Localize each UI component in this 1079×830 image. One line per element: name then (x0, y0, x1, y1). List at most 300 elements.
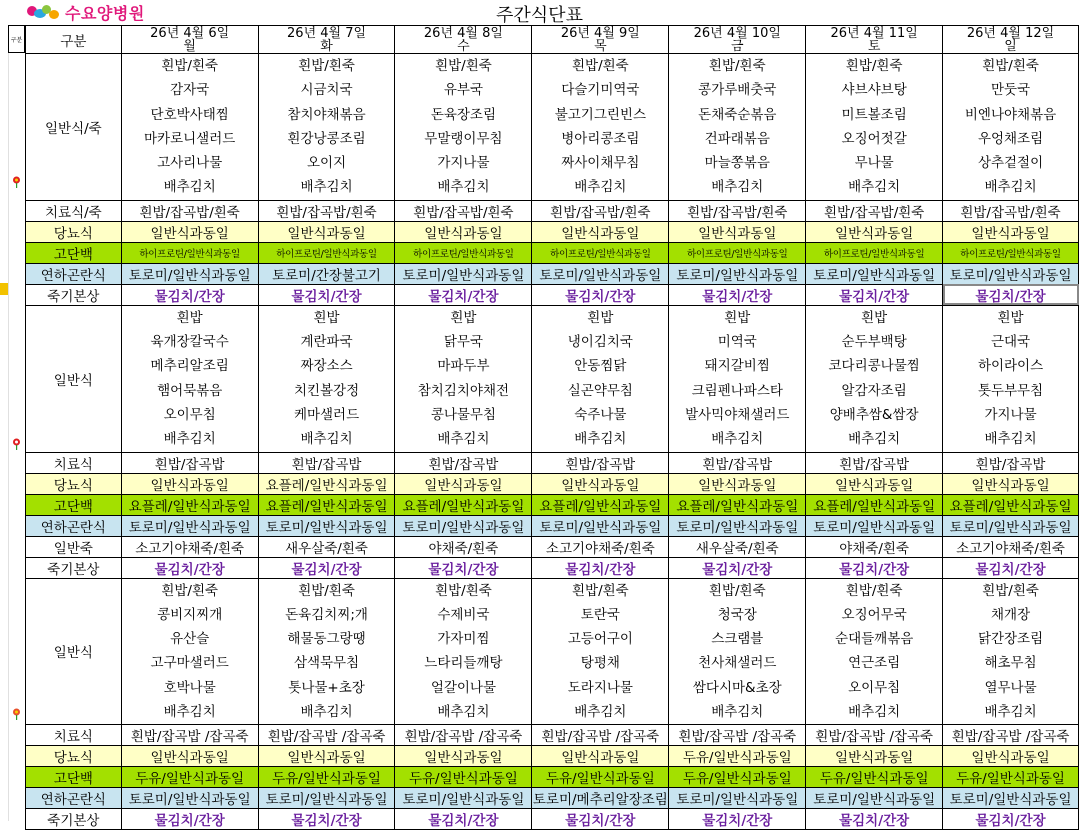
diet-cell[interactable]: 토로미/일반식과동일 (669, 263, 806, 284)
menu-item: 메추리알조림 (150, 358, 229, 375)
menu-item: 유부국 (443, 82, 483, 99)
menu-item: 배추김치 (984, 179, 1037, 196)
menu-item: 해초무침 (984, 655, 1037, 672)
diet-cell[interactable]: 두유/일반식과동일 (258, 767, 395, 788)
diet-cell[interactable]: 일반식과동일 (943, 473, 1079, 494)
diet-label: 당뇨식 (26, 221, 122, 242)
diet-cell[interactable]: 토로미/간장불고기 (258, 263, 395, 284)
diet-cell[interactable]: 요플레/일반식과동일 (806, 494, 943, 515)
diet-cell[interactable]: 하이프로틴/일반식과동일 (395, 242, 532, 263)
menu-item: 우엉채조림 (977, 130, 1044, 147)
menu-item: 병아리콩조림 (561, 130, 640, 147)
diet-cell[interactable]: 흰밥/잡곡밥/흰죽 (532, 200, 669, 221)
day-weekday: 금 (731, 39, 744, 54)
diet-cell[interactable]: 요플레/일반식과동일 (395, 494, 532, 515)
diet-cell[interactable]: 두유/일반식과동일 (395, 767, 532, 788)
menu-item: 흰밥/흰죽 (982, 58, 1039, 74)
day-weekday: 목 (594, 39, 607, 54)
menu-item: 불고기그린빈스 (554, 106, 646, 123)
menu-item: 배추김치 (437, 179, 490, 196)
menu-item: 배추김치 (437, 431, 490, 448)
menu-item: 배추김치 (574, 704, 627, 721)
meal-category-label: 일반식/죽 (26, 54, 122, 201)
diet-cell[interactable]: 하이프로틴/일반식과동일 (806, 242, 943, 263)
menu-item: 흰밥 (587, 309, 614, 326)
menu-item: 건파래볶음 (704, 130, 770, 147)
menu-item: 다슬기미역국 (561, 82, 640, 99)
menu-item: 오징어무국 (841, 606, 907, 623)
diet-row (26, 515, 1079, 536)
diet-cell[interactable]: 흰밥/잡곡밥 /잡곡죽 (395, 725, 532, 746)
menu-item: 알감자조림 (841, 382, 907, 399)
menu-item: 청국장 (717, 606, 757, 623)
hospital-name: 수요양병원 (65, 3, 145, 23)
menu-item: 배추김치 (300, 179, 353, 196)
diet-cell[interactable]: 흰밥/잡곡밥/흰죽 (121, 200, 258, 221)
day-header[interactable] (532, 26, 669, 54)
diet-cell[interactable]: 두유/일반식과동일 (943, 767, 1079, 788)
diet-cell[interactable]: 하이프로틴/일반식과동일 (669, 242, 806, 263)
day-weekday: 토 (867, 39, 881, 54)
day-weekday: 화 (320, 39, 333, 54)
menu-item: 샤브샤브탕 (841, 82, 907, 99)
menu-item: 흰밥/흰죽 (982, 582, 1039, 599)
diet-cell[interactable]: 일반식과동일 (395, 473, 532, 494)
diet-cell[interactable]: 흰밥/잡곡밥/흰죽 (669, 200, 806, 221)
menu-item: 크림펜나파스타 (691, 382, 783, 399)
diet-cell[interactable]: 일반식과동일 (395, 746, 532, 767)
menu-item: 배추김치 (163, 179, 216, 196)
menu-item: 가자미찜 (437, 631, 490, 648)
diet-cell[interactable]: 물김치/간장 (806, 284, 943, 305)
flower-icon (11, 173, 22, 186)
menu-item: 근대국 (990, 334, 1031, 351)
menu-item: 무나물 (854, 155, 894, 172)
diet-cell[interactable]: 새우살죽/흰죽 (669, 536, 806, 557)
menu-cell[interactable] (532, 578, 669, 725)
menu-item: 흰밥/흰죽 (845, 582, 903, 599)
menu-item: 흰밥 (997, 309, 1024, 326)
menu-item: 흰밥/흰죽 (435, 58, 492, 74)
menu-item: 단호박사태찜 (150, 106, 229, 123)
diet-cell[interactable]: 토로미/일반식과동일 (669, 515, 806, 536)
menu-item: 감자국 (170, 82, 210, 99)
diet-cell[interactable]: 흰밥/잡곡밥 /잡곡죽 (943, 725, 1079, 746)
diet-cell[interactable]: 요플레/일반식과동일 (532, 494, 669, 515)
diet-cell[interactable]: 물김치/간장 (258, 809, 395, 830)
menu-item: 양배추쌈&쌈장 (829, 406, 919, 423)
menu-item: 콩가루배춧국 (698, 82, 777, 99)
menu-item: 배추김치 (163, 431, 216, 448)
menu-cell[interactable] (532, 54, 669, 201)
menu-cell[interactable] (258, 305, 395, 452)
menu-item: 고구마샐러드 (150, 655, 229, 672)
diet-cell[interactable]: 일반식과동일 (258, 746, 395, 767)
day-header[interactable] (258, 26, 395, 54)
menu-item: 호박나물 (163, 679, 216, 696)
diet-cell[interactable]: 두유/일반식과동일 (532, 767, 669, 788)
day-weekday: 수 (457, 39, 470, 54)
diet-cell[interactable]: 하이프로틴/일반식과동일 (258, 242, 395, 263)
diet-cell[interactable]: 물김치/간장 (258, 557, 395, 578)
day-header[interactable] (395, 26, 532, 54)
menu-item: 배추김치 (574, 431, 627, 448)
diet-cell[interactable]: 토로미/일반식과동일 (943, 515, 1079, 536)
menu-item: 케마샐러드 (293, 406, 360, 423)
diet-cell[interactable]: 물김치/간장 (532, 284, 669, 305)
diet-cell[interactable]: 하이프로틴/일반식과동일 (121, 242, 258, 263)
diet-row (26, 200, 1079, 221)
diet-cell[interactable]: 일반식과동일 (669, 473, 806, 494)
menu-item: 흰밥 (450, 309, 477, 326)
spreadsheet-area (0, 25, 1079, 830)
menu-item: 흰밥/흰죽 (435, 582, 492, 599)
diet-label: 연하곤란식 (26, 263, 122, 284)
diet-cell[interactable]: 토로미/일반식과동일 (943, 263, 1079, 284)
menu-item: 흰밥 (176, 309, 203, 326)
diet-label: 당뇨식 (26, 746, 122, 767)
menu-item: 배추김치 (848, 179, 901, 196)
diet-cell[interactable]: 흰밥/잡곡밥/흰죽 (806, 200, 943, 221)
menu-item: 배추김치 (711, 704, 764, 721)
menu-cell[interactable] (121, 578, 258, 725)
menu-item: 고등어구이 (567, 631, 633, 648)
diet-cell[interactable]: 물김치/간장 (121, 284, 258, 305)
diet-cell[interactable]: 흰밥/잡곡밥 /잡곡죽 (669, 725, 806, 746)
menu-cell[interactable] (806, 578, 943, 725)
diet-cell[interactable]: 흰밥/잡곡밥 (121, 452, 258, 473)
menu-item: 치킨볼강정 (293, 382, 360, 399)
menu-cell[interactable] (943, 54, 1079, 201)
diet-cell[interactable]: 일반식과동일 (943, 746, 1079, 767)
day-date: 26년 4월 12일 (966, 26, 1055, 41)
menu-item: 도라지나물 (567, 679, 633, 696)
diet-cell[interactable]: 토로미/일반식과동일 (121, 263, 258, 284)
menu-item: 발사믹야채샐러드 (685, 406, 790, 423)
diet-cell[interactable]: 흰밥/잡곡밥/흰죽 (258, 200, 395, 221)
diet-cell[interactable]: 토로미/일반식과동일 (395, 515, 532, 536)
diet-label: 죽기본상 (26, 557, 122, 578)
day-date: 26년 4월 8일 (423, 26, 503, 41)
diet-cell[interactable]: 흰밥/잡곡밥 (806, 452, 943, 473)
menu-item: 배추김치 (711, 179, 764, 196)
menu-item: 만둣국 (990, 82, 1031, 99)
diet-cell[interactable]: 흰밥/잡곡밥/흰죽 (943, 200, 1079, 221)
diet-cell[interactable]: 물김치/간장 (669, 284, 806, 305)
menu-item: 흰밥/흰죽 (161, 582, 219, 599)
menu-item: 흰밥/흰죽 (708, 582, 766, 599)
diet-label: 고단백 (26, 242, 122, 263)
diet-cell[interactable]: 흰밥/잡곡밥 (395, 452, 532, 473)
diet-cell[interactable]: 일반식과동일 (121, 473, 258, 494)
menu-item: 탕평채 (580, 655, 620, 672)
menu-item: 흰밥 (861, 309, 888, 326)
menu-item: 수제비국 (437, 606, 490, 623)
diet-cell[interactable]: 일반식과동일 (669, 221, 806, 242)
diet-row (26, 221, 1079, 242)
menu-item: 느타리들깨탕 (424, 655, 503, 672)
meal-main-row (26, 54, 1079, 201)
diet-cell[interactable]: 두유/일반식과동일 (669, 767, 806, 788)
diet-cell[interactable]: 물김치/간장 (806, 557, 943, 578)
meal-main-row (26, 305, 1079, 452)
day-date: 26년 4월 9일 (560, 26, 640, 41)
diet-row (26, 557, 1079, 578)
diet-cell[interactable]: 물김치/간장 (943, 809, 1079, 830)
menu-item: 토란국 (580, 606, 620, 623)
diet-cell[interactable]: 물김치/간장 (258, 284, 395, 305)
diet-cell[interactable]: 일반식과동일 (532, 746, 669, 767)
day-date: 26년 4월 7일 (287, 26, 367, 41)
diet-cell[interactable]: 요플레/일반식과동일 (943, 494, 1079, 515)
diet-cell[interactable]: 토로미/일반식과동일 (806, 263, 943, 284)
diet-cell[interactable]: 토로미/일반식과동일 (258, 788, 395, 809)
diet-cell[interactable]: 요플레/일반식과동일 (121, 494, 258, 515)
header-row (26, 26, 1079, 54)
diet-cell[interactable]: 소고기야채죽/흰죽 (532, 536, 669, 557)
menu-cell[interactable] (258, 578, 395, 725)
menu-item: 계란파국 (300, 334, 353, 351)
day-header[interactable] (669, 26, 806, 54)
diet-label: 치료식/죽 (26, 200, 122, 221)
menu-item: 채개장 (990, 606, 1031, 623)
diet-cell[interactable]: 일반식과동일 (806, 221, 943, 242)
diet-row (26, 452, 1079, 473)
menu-cell[interactable] (806, 305, 943, 452)
menu-cell[interactable] (395, 54, 532, 201)
menu-item: 흰밥 (724, 309, 751, 326)
day-weekday: 일 (1004, 39, 1017, 54)
diet-cell[interactable]: 일반식과동일 (532, 221, 669, 242)
diet-cell[interactable]: 일반식과동일 (806, 746, 943, 767)
menu-item: 배추김치 (984, 431, 1037, 448)
diet-cell[interactable]: 요플레/일반식과동일 (258, 473, 395, 494)
diet-cell[interactable]: 야채죽/흰죽 (395, 536, 532, 557)
title-bar (0, 0, 1079, 25)
diet-cell[interactable]: 토로미/일반식과동일 (943, 788, 1079, 809)
menu-item: 무말랭이무침 (424, 130, 503, 147)
diet-row (26, 263, 1079, 284)
menu-item: 냉이김치국 (567, 334, 633, 351)
menu-item: 햄어묵볶음 (157, 382, 223, 399)
diet-cell[interactable]: 토로미/일반식과동일 (532, 515, 669, 536)
diet-row (26, 284, 1079, 305)
meal-category-label: 일반식 (26, 305, 122, 452)
menu-item: 오징어젓갈 (841, 130, 907, 147)
diet-cell[interactable]: 토로미/일반식과동일 (121, 515, 258, 536)
left-label-column (8, 25, 25, 821)
menu-item: 육개장칼국수 (150, 334, 229, 351)
menu-item: 닭무국 (443, 334, 483, 351)
menu-item: 상추겉절이 (977, 155, 1044, 172)
diet-cell[interactable]: 소고기야채죽/흰죽 (943, 536, 1079, 557)
menu-item: 흰강낭콩조림 (287, 130, 366, 147)
menu-item: 가지나물 (437, 155, 490, 172)
diet-cell[interactable]: 흰밥/잡곡밥 /잡곡죽 (121, 725, 258, 746)
menu-item: 비엔나야채볶음 (964, 106, 1057, 123)
diet-cell[interactable]: 야채죽/흰죽 (806, 536, 943, 557)
diet-cell[interactable]: 일반식과동일 (121, 221, 258, 242)
menu-cell[interactable] (532, 305, 669, 452)
diet-cell[interactable]: 토로미/메추리알장조림 (532, 788, 669, 809)
diet-cell[interactable]: 새우살죽/흰죽 (258, 536, 395, 557)
corner-label: 구분 (26, 26, 122, 54)
menu-cell[interactable] (669, 54, 806, 201)
diet-cell[interactable]: 소고기야채죽/흰죽 (121, 536, 258, 557)
diet-cell[interactable]: 토로미/일반식과동일 (395, 263, 532, 284)
day-weekday: 월 (183, 39, 196, 54)
diet-cell[interactable]: 두유/일반식과동일 (806, 767, 943, 788)
diet-cell[interactable]: 토로미/일반식과동일 (669, 788, 806, 809)
menu-item: 순두부백탕 (841, 334, 907, 351)
diet-cell[interactable]: 물김치/간장 (532, 557, 669, 578)
menu-item: 닭간장조림 (977, 631, 1044, 648)
menu-cell[interactable] (806, 54, 943, 201)
diet-cell[interactable]: 흰밥/잡곡밥 (669, 452, 806, 473)
menu-item: 배추김치 (300, 431, 353, 448)
menu-item: 시금치국 (300, 82, 353, 99)
menu-item: 짜사이채무침 (561, 155, 640, 172)
menu-cell[interactable] (121, 305, 258, 452)
weekly-menu-table (25, 25, 1079, 830)
diet-cell[interactable]: 흰밥/잡곡밥 (532, 452, 669, 473)
menu-item: 배추김치 (848, 704, 901, 721)
diet-row (26, 494, 1079, 515)
diet-cell[interactable]: 물김치/간장 (943, 284, 1079, 305)
menu-item: 가지나물 (984, 406, 1037, 423)
diet-cell[interactable]: 두유/일반식과동일 (121, 767, 258, 788)
menu-cell[interactable] (669, 305, 806, 452)
diet-cell[interactable]: 하이프로틴/일반식과동일 (943, 242, 1079, 263)
menu-item: 흰밥/흰죽 (298, 58, 355, 74)
row-marker-icon (0, 283, 8, 295)
menu-item: 흰밥/흰죽 (708, 58, 766, 74)
diet-label: 죽기본상 (26, 284, 122, 305)
day-header[interactable] (121, 26, 258, 54)
diet-cell[interactable]: 토로미/일반식과동일 (395, 788, 532, 809)
menu-item: 유산슬 (170, 631, 210, 648)
diet-cell[interactable]: 물김치/간장 (532, 809, 669, 830)
menu-item: 배추김치 (300, 704, 353, 721)
menu-item: 참치야채볶음 (287, 106, 366, 123)
side-header-label: 구분 (8, 25, 25, 53)
menu-item: 흰밥/흰죽 (298, 582, 355, 599)
page-title: 주간식단표 (496, 5, 583, 26)
menu-item: 코다리콩나물찜 (828, 358, 920, 375)
diet-cell[interactable]: 물김치/간장 (121, 809, 258, 830)
diet-cell[interactable]: 흰밥/잡곡밥 (258, 452, 395, 473)
menu-item: 돈육김치찌;개 (285, 606, 368, 623)
menu-item: 배추김치 (984, 704, 1037, 721)
diet-row (26, 746, 1079, 767)
diet-cell[interactable]: 일반식과동일 (806, 473, 943, 494)
menu-item: 배추김치 (163, 704, 216, 721)
diet-cell[interactable]: 흰밥/잡곡밥 /잡곡죽 (532, 725, 669, 746)
diet-cell[interactable]: 일반식과동일 (532, 473, 669, 494)
diet-cell[interactable]: 물김치/간장 (395, 809, 532, 830)
diet-cell[interactable]: 일반식과동일 (258, 221, 395, 242)
diet-cell[interactable]: 토로미/일반식과동일 (806, 515, 943, 536)
diet-cell[interactable]: 일반식과동일 (943, 221, 1079, 242)
diet-label: 연하곤란식 (26, 788, 122, 809)
meal-category-label: 일반식 (26, 578, 122, 725)
menu-cell[interactable] (121, 54, 258, 201)
day-header[interactable] (806, 26, 943, 54)
day-header[interactable] (943, 26, 1079, 54)
diet-cell[interactable]: 물김치/간장 (669, 557, 806, 578)
menu-item: 톳두부무침 (977, 382, 1044, 399)
diet-cell[interactable]: 흰밥/잡곡밥 /잡곡죽 (806, 725, 943, 746)
flower-icon (11, 705, 22, 718)
menu-item: 하이라이스 (977, 358, 1044, 375)
diet-cell[interactable]: 물김치/간장 (395, 557, 532, 578)
menu-item: 미역국 (717, 334, 757, 351)
diet-cell[interactable]: 물김치/간장 (121, 557, 258, 578)
diet-cell[interactable]: 일반식과동일 (121, 746, 258, 767)
diet-cell[interactable]: 물김치/간장 (943, 557, 1079, 578)
menu-cell[interactable] (395, 305, 532, 452)
diet-row (26, 725, 1079, 746)
menu-item: 천사채샐러드 (698, 655, 777, 672)
diet-cell[interactable]: 물김치/간장 (806, 809, 943, 830)
diet-cell[interactable]: 물김치/간장 (669, 809, 806, 830)
menu-item: 숙주나물 (574, 406, 627, 423)
menu-item: 삼색묵무침 (293, 655, 360, 672)
menu-cell[interactable] (943, 305, 1079, 452)
diet-cell[interactable]: 일반식과동일 (395, 221, 532, 242)
menu-item: 마파두부 (437, 358, 490, 375)
diet-cell[interactable]: 요플레/일반식과동일 (258, 494, 395, 515)
diet-label: 일반죽 (26, 536, 122, 557)
diet-cell[interactable]: 물김치/간장 (395, 284, 532, 305)
diet-cell[interactable]: 흰밥/잡곡밥 /잡곡죽 (258, 725, 395, 746)
menu-item: 배추김치 (848, 431, 901, 448)
menu-item: 돼지갈비찜 (704, 358, 770, 375)
diet-cell[interactable]: 토로미/일반식과동일 (258, 515, 395, 536)
menu-cell[interactable] (258, 54, 395, 201)
diet-cell[interactable]: 하이프로틴/일반식과동일 (532, 242, 669, 263)
menu-item: 순대들깨볶음 (835, 631, 914, 648)
day-date: 26년 4월 11일 (830, 26, 918, 41)
menu-item: 참치김치야채전 (417, 382, 510, 399)
diet-row (26, 242, 1079, 263)
menu-item: 흰밥/흰죽 (161, 58, 219, 74)
menu-item: 열무나물 (984, 679, 1037, 696)
diet-label: 연하곤란식 (26, 515, 122, 536)
diet-label: 치료식 (26, 725, 122, 746)
diet-label: 고단백 (26, 494, 122, 515)
menu-cell[interactable] (395, 578, 532, 725)
menu-item: 짜장소스 (300, 358, 353, 375)
diet-cell[interactable]: 토로미/일반식과동일 (532, 263, 669, 284)
diet-cell[interactable]: 토로미/일반식과동일 (121, 788, 258, 809)
diet-cell[interactable]: 흰밥/잡곡밥 (943, 452, 1079, 473)
menu-item: 배추김치 (574, 179, 627, 196)
menu-item: 흰밥/흰죽 (571, 582, 629, 599)
menu-item: 고사리나물 (157, 155, 223, 172)
diet-cell[interactable]: 요플레/일반식과동일 (669, 494, 806, 515)
diet-row (26, 809, 1079, 830)
menu-item: 얼갈이나물 (430, 679, 497, 696)
diet-cell[interactable]: 흰밥/잡곡밥/흰죽 (395, 200, 532, 221)
diet-cell[interactable]: 두유/일반식과동일 (669, 746, 806, 767)
diet-cell[interactable]: 토로미/일반식과동일 (806, 788, 943, 809)
menu-item: 안동찜닭 (574, 358, 627, 375)
flower-icon (11, 435, 22, 448)
menu-cell[interactable] (669, 578, 806, 725)
menu-item: 오이지 (306, 155, 347, 172)
menu-cell[interactable] (943, 578, 1079, 725)
